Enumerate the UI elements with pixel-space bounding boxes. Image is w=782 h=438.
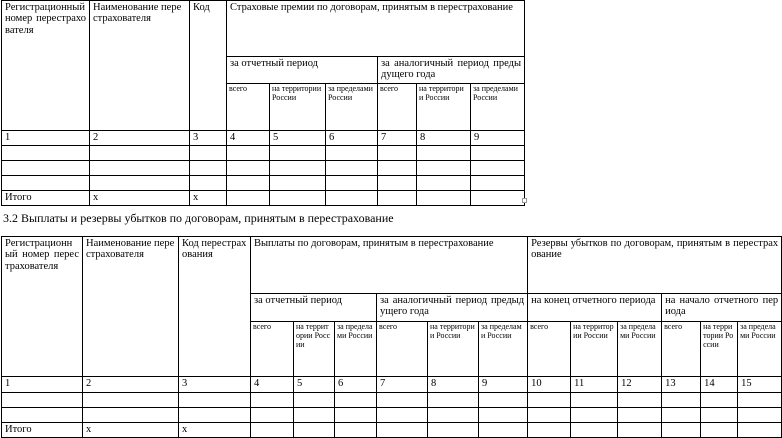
- cell: [479, 393, 528, 408]
- cell: [251, 423, 294, 438]
- cell: [179, 393, 251, 408]
- outside-russia-header: за пределами России: [335, 322, 377, 377]
- total-header: всего: [378, 84, 417, 131]
- column-number: 3: [190, 131, 227, 146]
- cell: [528, 423, 571, 438]
- cell: [2, 176, 90, 191]
- cell: [417, 146, 471, 161]
- outside-russia-header: за пределами России: [326, 84, 378, 131]
- table-resize-handle[interactable]: [522, 198, 527, 203]
- cell: [294, 408, 335, 423]
- cell: [479, 423, 528, 438]
- cell: [701, 393, 738, 408]
- column-number: 1: [2, 377, 83, 393]
- cell: [428, 423, 479, 438]
- cell: [618, 393, 662, 408]
- cell: [326, 191, 378, 206]
- column-number: 2: [90, 131, 190, 146]
- outside-russia-header: за пределами России: [738, 322, 782, 377]
- column-number: 12: [618, 377, 662, 393]
- column-number: 13: [662, 377, 701, 393]
- cell: [417, 191, 471, 206]
- outside-russia-header: за пределами России: [479, 322, 528, 377]
- cell: [662, 393, 701, 408]
- column-number: 8: [417, 131, 471, 146]
- in-russia-header: на территории России: [270, 84, 326, 131]
- column-number: 7: [377, 377, 428, 393]
- section-title: 3.2 Выплаты и резервы убытков по договорам, принятым в перестрахование: [3, 211, 394, 225]
- column-number: 9: [471, 131, 525, 146]
- cell: [227, 146, 270, 161]
- cell: [2, 408, 83, 423]
- total-cell-x: х: [190, 191, 227, 206]
- current-period-header: за отчетный период: [251, 294, 377, 322]
- column-number: 6: [335, 377, 377, 393]
- outside-russia-header: за пределами России: [471, 84, 525, 131]
- cell: [83, 408, 179, 423]
- cell: [90, 146, 190, 161]
- cell: [618, 423, 662, 438]
- total-label: Итого: [2, 191, 90, 206]
- column-number: 6: [326, 131, 378, 146]
- column-numbers-row: [2, 131, 525, 146]
- column-number: 1: [2, 131, 90, 146]
- table-row: [2, 408, 782, 423]
- cell: [2, 393, 83, 408]
- col-name-header: Наименование перестрахователя: [90, 1, 190, 131]
- cell: [190, 176, 227, 191]
- cell: [227, 191, 270, 206]
- column-number: 4: [251, 377, 294, 393]
- cell: [90, 176, 190, 191]
- in-russia-header: на территории России: [417, 84, 471, 131]
- cell: [335, 393, 377, 408]
- premiums-table: [1, 0, 525, 206]
- cell: [378, 176, 417, 191]
- total-header: всего: [528, 322, 571, 377]
- cell: [378, 191, 417, 206]
- column-number: 14: [701, 377, 738, 393]
- col-name-header: Наименование перестрахователя: [83, 237, 179, 377]
- cell: [251, 393, 294, 408]
- column-number: 3: [179, 377, 251, 393]
- cell: [335, 408, 377, 423]
- total-cell-x: х: [83, 423, 179, 438]
- total-header: всего: [662, 322, 701, 377]
- total-header: всего: [377, 322, 428, 377]
- cell: [2, 146, 90, 161]
- in-russia-header: на территории России: [428, 322, 479, 377]
- cell: [90, 161, 190, 176]
- cell: [251, 408, 294, 423]
- cell: [428, 393, 479, 408]
- cell: [190, 146, 227, 161]
- cell: [479, 408, 528, 423]
- cell: [571, 423, 618, 438]
- cell: [618, 408, 662, 423]
- cell: [738, 423, 782, 438]
- cell: [326, 176, 378, 191]
- table-row: [2, 146, 525, 161]
- premiums-group-header: Страховые премии по договорам, принятым в перестрахование: [227, 1, 525, 57]
- total-cell-x: х: [179, 423, 251, 438]
- cell: [417, 161, 471, 176]
- table-row: [2, 176, 525, 191]
- cell: [294, 393, 335, 408]
- cell: [662, 423, 701, 438]
- col-code-header: Код: [190, 1, 227, 131]
- cell: [377, 393, 428, 408]
- cell: [738, 393, 782, 408]
- column-number: 5: [294, 377, 335, 393]
- cell: [471, 191, 525, 206]
- column-number: 8: [428, 377, 479, 393]
- cell: [335, 423, 377, 438]
- column-numbers-row: [2, 377, 782, 393]
- cell: [701, 408, 738, 423]
- current-period-header: за отчетный период: [227, 57, 378, 84]
- payments-group-header: Выплаты по договорам, принятым в перестрахование: [251, 237, 528, 294]
- column-number: 10: [528, 377, 571, 393]
- cell: [2, 161, 90, 176]
- prev-period-header: за аналогичный период предыдущего года: [378, 57, 525, 84]
- cell: [571, 393, 618, 408]
- cell: [528, 393, 571, 408]
- start-period-header: на начало отчетного периода: [662, 294, 782, 322]
- column-number: 7: [378, 131, 417, 146]
- reserves-group-header: Резервы убытков по договорам, принятым в перестрахование: [528, 237, 782, 294]
- cell: [377, 423, 428, 438]
- cell: [227, 176, 270, 191]
- column-number: 5: [270, 131, 326, 146]
- in-russia-header: на территории России: [701, 322, 738, 377]
- cell: [471, 146, 525, 161]
- total-row: [2, 191, 525, 206]
- cell: [179, 408, 251, 423]
- table-row: [2, 161, 525, 176]
- cell: [417, 176, 471, 191]
- total-row: [2, 423, 782, 438]
- total-cell-x: х: [90, 191, 190, 206]
- cell: [83, 393, 179, 408]
- cell: [471, 176, 525, 191]
- col-reg-number-header: Регистрационный номер перестрахователя: [2, 1, 90, 131]
- table-row: [2, 393, 782, 408]
- col-code-header: Код перестрахования: [179, 237, 251, 377]
- outside-russia-header: за пределами России: [618, 322, 662, 377]
- total-header: всего: [227, 84, 270, 131]
- total-label: Итого: [2, 423, 83, 438]
- end-period-header: на конец отчетного периода: [528, 294, 662, 322]
- column-number: 2: [83, 377, 179, 393]
- cell: [326, 146, 378, 161]
- cell: [270, 191, 326, 206]
- column-number: 15: [738, 377, 782, 393]
- in-russia-header: на территории России: [571, 322, 618, 377]
- cell: [227, 161, 270, 176]
- cell: [662, 408, 701, 423]
- total-header: всего: [251, 322, 294, 377]
- cell: [471, 161, 525, 176]
- cell: [738, 408, 782, 423]
- payments-reserves-table: [1, 236, 782, 438]
- column-number: 9: [479, 377, 528, 393]
- cell: [378, 146, 417, 161]
- prev-period-header: за аналогичный период предыдущего года: [377, 294, 528, 322]
- cell: [190, 161, 227, 176]
- cell: [294, 423, 335, 438]
- in-russia-header: на территории России: [294, 322, 335, 377]
- cell: [378, 161, 417, 176]
- cell: [571, 408, 618, 423]
- cell: [428, 408, 479, 423]
- cell: [270, 146, 326, 161]
- cell: [528, 408, 571, 423]
- cell: [270, 176, 326, 191]
- cell: [377, 408, 428, 423]
- column-number: 11: [571, 377, 618, 393]
- cell: [701, 423, 738, 438]
- column-number: 4: [227, 131, 270, 146]
- cell: [326, 161, 378, 176]
- col-reg-number-header: Регистрационный номер перестрахователя: [2, 237, 83, 377]
- cell: [270, 161, 326, 176]
